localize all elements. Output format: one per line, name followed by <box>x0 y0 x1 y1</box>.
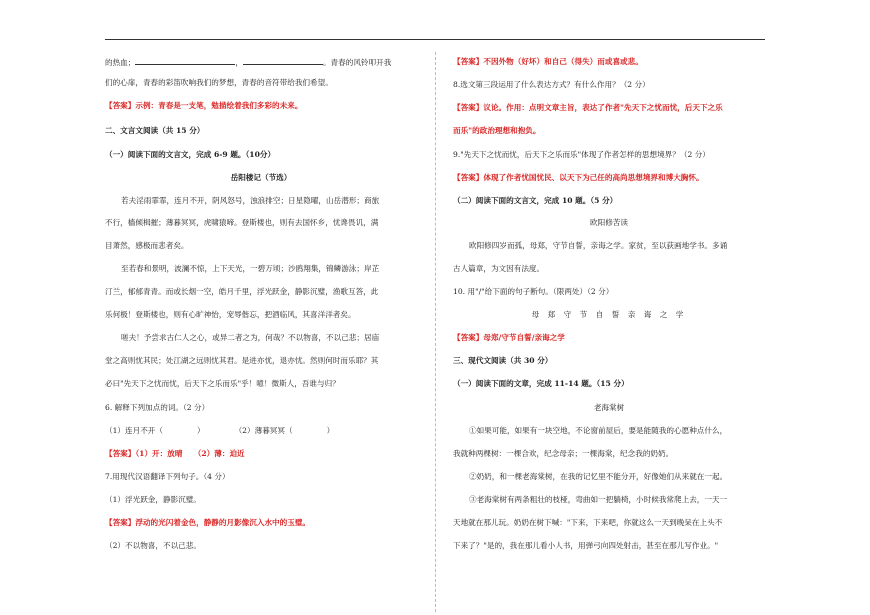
column-divider <box>435 52 436 612</box>
question-7-item-2: （2）不以物喜，不以己悲。 <box>105 541 201 550</box>
text: 。青春的风铃叩开我 <box>322 58 392 67</box>
subsection-heading: （一）阅读下面的文章，完成 11-14 题。（15 分） <box>453 379 629 388</box>
header-rule <box>105 39 765 40</box>
text: ） <box>197 426 205 435</box>
passage-line: 目萧然，感极而悲者矣。 <box>105 241 189 250</box>
text: ， <box>235 58 243 67</box>
answer-text: 【答案】不因外物（好坏）和自己（得失）而或喜或悲。 <box>453 57 643 66</box>
passage-title: 欧阳修苦读 <box>590 218 628 227</box>
passage-line: 必曰"先天下之忧而忧，后天下之乐而乐"乎！噫！微斯人，吾谁与归？ <box>105 379 340 388</box>
passage-line: 下来了？"是的，我在那儿看小人书，用弹弓向四处射击，甚至在那儿写作业。" <box>453 541 719 550</box>
question-7-item-1: （1）浮光跃金，静影沉璧。 <box>105 495 201 504</box>
answer-text: 【答案】浮动的光闪着金色，静静的月影像沉入水中的玉璧。 <box>105 518 311 527</box>
passage-line: ③老海棠树有两条粗壮的枝桠，弯曲如一把躺椅，小时候我常爬上去，一天一 <box>469 495 728 504</box>
question-9: 9."先天下之忧而忧，后天下之乐而乐"体现了作者怎样的思想境界？（2 分） <box>453 150 710 159</box>
question-8: 8.选文第三段运用了什么表达方式？有什么作用？（2 分） <box>453 80 650 89</box>
passage-line: 至若春和景明，波澜不惊，上下天光，一碧万顷；沙鸥翔集，锦鳞游泳；岸芷 <box>121 264 380 273</box>
passage-line: 天地就在那儿玩。奶奶在树下喊："下来，下来吧，你就这么一天到晚呆在上头不 <box>453 518 723 527</box>
sentence-to-punctuate: 母 郑 守 节 自 誓 亲 诲 之 学 <box>531 310 687 319</box>
passage-line: 若夫淫雨霏霏，连月不开，阴风怒号，浊浪排空；日星隐曜，山岳潜形；商旅 <box>121 196 380 205</box>
text: ） <box>326 426 335 435</box>
answer-blank-2[interactable] <box>243 56 323 65</box>
text: 的热血； <box>105 58 136 67</box>
question-10: 10. 用"/"给下面的句子断句。（限两处）（2 分） <box>453 287 614 296</box>
passage-line: 古人篇章，为文因有法度。 <box>453 264 545 273</box>
passage-line: 不行，樯倾楫摧；薄暮冥冥，虎啸猿啼。登斯楼也，则有去国怀乡，忧谗畏讥，满 <box>105 218 379 227</box>
answer-text: 【答案】示例：青春是一支笔，勉描绘着我们多彩的未来。 <box>105 101 303 110</box>
answer-text: 【答案】体现了作者忧国忧民、以天下为己任的高尚思想境界和博大胸怀。 <box>453 173 704 182</box>
passage-title: 岳阳楼记（节选） <box>230 173 292 182</box>
section-heading: 三、现代文阅读（共 30 分） <box>453 356 553 365</box>
answer-text: 而乐"的政治理想和抱负。 <box>453 126 541 135</box>
subsection-heading: （一）阅读下面的文言文，完成 6-9 题。（10分） <box>105 150 276 159</box>
answer-text: 【答案】母郑/守节自誓/亲诲之学 <box>453 333 565 342</box>
passage-line: 汀兰，郁郁青青。而或长烟一空，皓月千里，浮光跃金，静影沉璧，渔歌互答，此 <box>105 287 379 296</box>
passage-line: 乐何极！登斯楼也，则有心旷神怡，宠辱偕忘，把酒临风，其喜洋洋者矣。 <box>105 310 356 319</box>
text: （1）连月不开（ <box>105 426 163 435</box>
passage-line: 欧阳修四岁而孤，母郑，守节自誓，亲诲之学。家贫，至以荻画地学书。多诵 <box>469 241 728 250</box>
text: （2）薄暮冥冥（ <box>234 426 293 435</box>
passage-line: ②奶奶，和一棵老海棠树，在我的记忆里不能分开，好像她们从来就在一起。 <box>469 472 728 481</box>
passage-line: 堂之高则忧其民；处江湖之远则忧其君。是进亦忧，退亦忧。然则何时而乐耶？其 <box>105 356 379 365</box>
answer-blank-1[interactable] <box>135 56 235 65</box>
question-6: 6. 解释下列加点的词。（2 分） <box>105 403 210 412</box>
question-6-items <box>105 425 334 437</box>
question-7: 7.用现代汉语翻译下列句子。（4 分） <box>105 472 230 481</box>
section-heading: 二、文言文阅读（共 15 分） <box>105 126 205 135</box>
poem-line-1 <box>105 56 391 69</box>
paragraph-line: 们的心扉，青春的彩笛吹响我们的梦想，青春的音符带给我们希望。 <box>105 78 333 87</box>
answer-text: 【答案】（1）开：放晴 （2）薄：迫近 <box>105 449 245 458</box>
passage-line: ①如果可能，如果有一块空地，不论窗前屋后，要是能随我的心愿种点什么， <box>469 426 728 435</box>
passage-line: 我就种两棵树：一棵合欢，纪念母亲；一棵海棠，纪念我的奶奶。 <box>453 449 674 458</box>
subsection-heading: （二）阅读下面的文言文，完成 10 题。（5 分） <box>453 196 618 205</box>
passage-title: 老海棠树 <box>593 403 625 412</box>
answer-text: 【答案】议论。作用：点明文章主旨，表达了作者"先天下之忧而忧，后天下之乐 <box>453 103 723 112</box>
passage-line: 嗟夫！予尝求古仁人之心，或异二者之为，何哉？不以物喜，不以己悲；居庙 <box>121 333 380 342</box>
